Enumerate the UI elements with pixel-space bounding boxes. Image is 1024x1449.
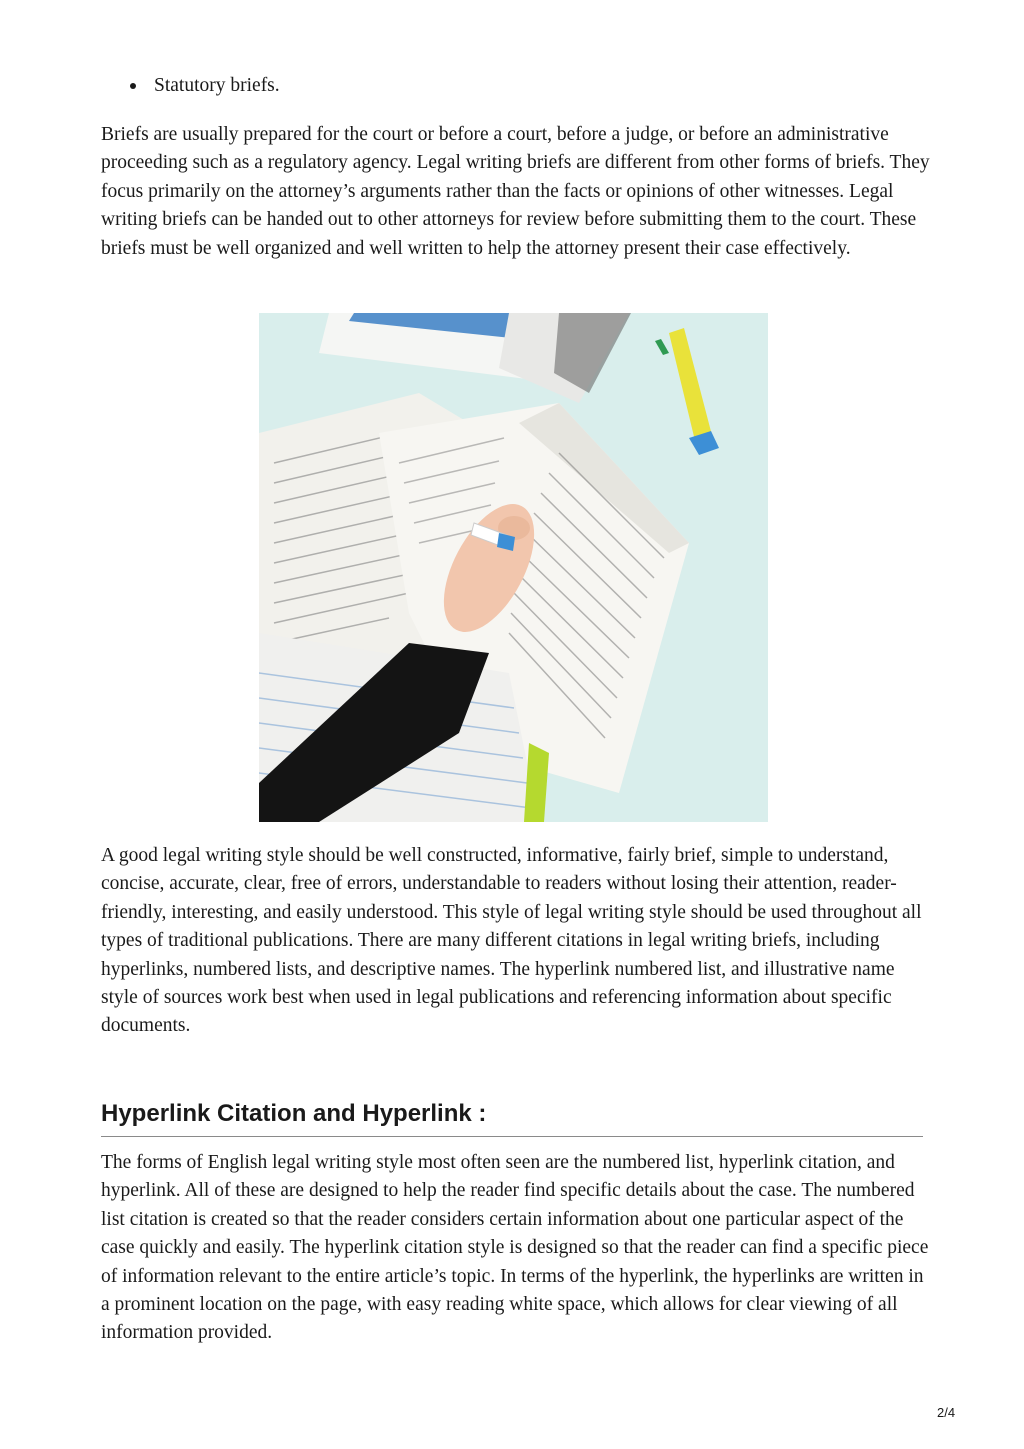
paragraph-briefs-intro: Briefs are usually prepared for the court or before a court, before a judge, or before an administrative proceeding such as a regulatory agency. Legal writing briefs are different from other forms of briefs. They focus primarily on the attorney’s arguments rather than the facts or opinions of other witnesses. Legal writing briefs can be handed out to other attorneys for review before submitting them to the court. These briefs must be well organized and well written to help the attorney present their case effectively.: [101, 124, 930, 259]
section-heading: Hyperlink Citation and Hyperlink :: [101, 1100, 487, 1127]
paragraph-citation-forms: The forms of English legal writing style most often seen are the numbered list, hyperlink citation, and hyperlink. All of these are designed to help the reader find specific details about the case. The numbered list citation is created so that the reader considers certain information about one particular aspect of the case quickly and easily. The hyperlink citation style is designed so that the reader can find a specific piece of information relevant to the entire article’s topic. In terms of the hyperlink, the hyperlinks are written in a prominent location on the page, with easy reading white space, which allows for clear viewing of all information provided.: [101, 1152, 929, 1344]
paragraph-writing-style: A good legal writing style should be well constructed, informative, fairly brief, simple to understand, concise, accurate, clear, free of errors, understandable to readers without losing their attention, reader-friendly, interesting, and easily understood. This style of legal writing style should be used throughout all types of traditional publications. There are many different citations in legal writing briefs, including hyperlinks, numbered lists, and descriptive names. The hyperlink numbered list, and illustrative name style of sources work best when used in legal publications and referencing information about specific documents.: [101, 845, 922, 1037]
open-book-photo-icon: [259, 313, 768, 822]
page-number: 2/4: [937, 1405, 956, 1420]
bullet-list: [130, 72, 280, 100]
heading-divider: [101, 1136, 923, 1137]
photo-open-book-figure: [259, 313, 768, 822]
list-item: Statutory briefs.: [130, 72, 280, 100]
